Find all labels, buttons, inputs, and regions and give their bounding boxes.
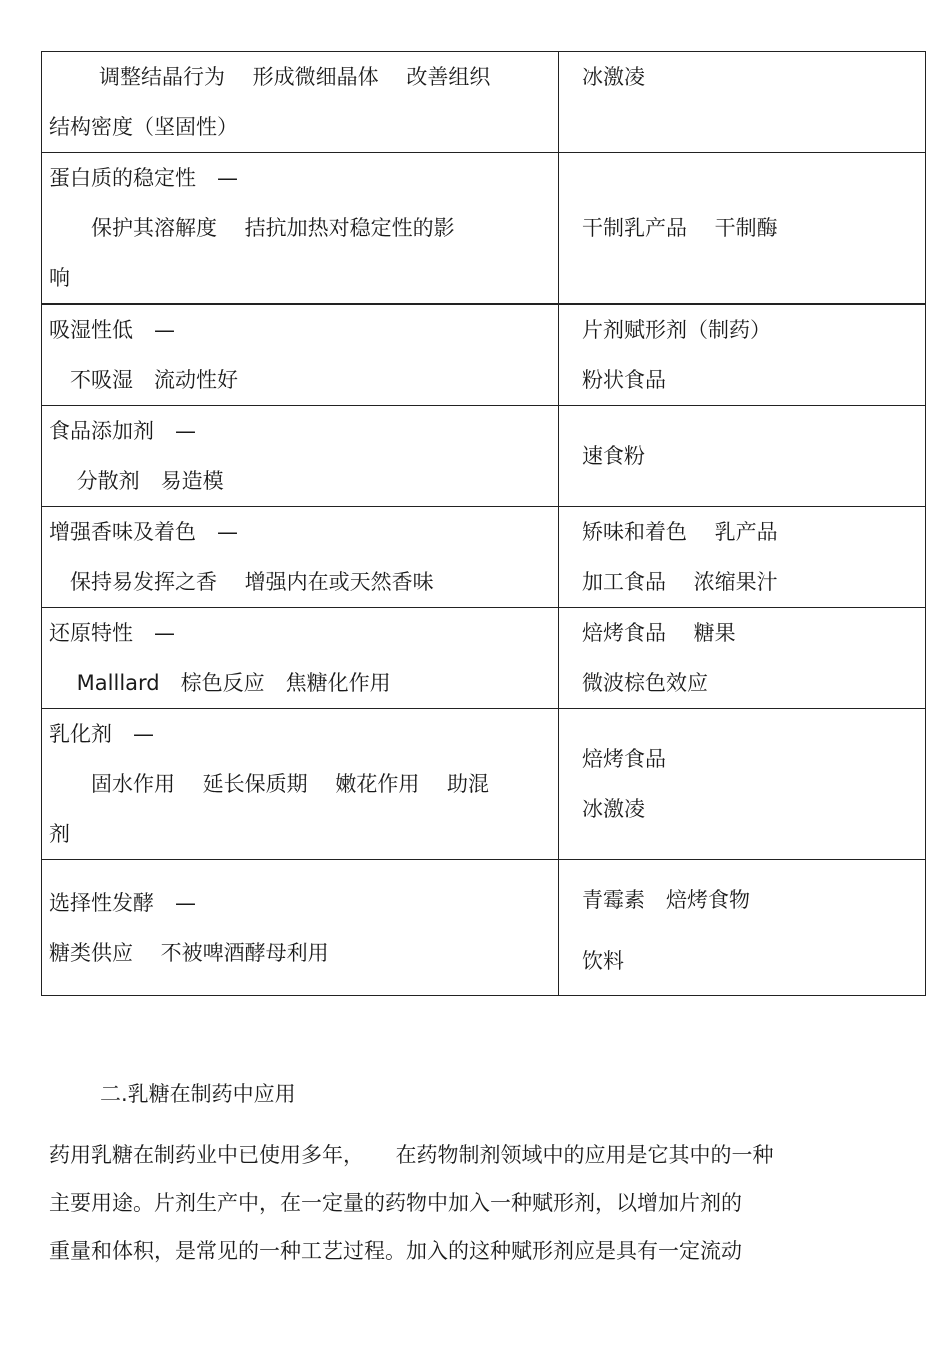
cell-line: 矫味和着色 乳产品 bbox=[582, 520, 778, 544]
paragraph-line: 药用乳糖在制药业中已使用多年， 在药物制剂领域中的应用是它其中的一种 bbox=[49, 1143, 774, 1167]
property-cell bbox=[42, 406, 559, 507]
table-row bbox=[42, 709, 926, 860]
table-row bbox=[42, 507, 926, 608]
cell-line: 青霉素 焙烤食物 bbox=[582, 888, 750, 912]
section-heading: 二.乳糖在制药中应用 bbox=[100, 1082, 296, 1106]
application-cell bbox=[559, 52, 926, 153]
cell-line: 选择性发酵 — bbox=[49, 890, 196, 915]
property-cell bbox=[42, 860, 559, 996]
cell-line: 蛋白质的稳定性 — bbox=[49, 166, 238, 190]
cell-line: 加工食品 浓缩果汁 bbox=[582, 570, 778, 594]
cell-line: 乳化剂 — bbox=[49, 722, 154, 746]
property-cell bbox=[42, 52, 559, 153]
cell-line: 食品添加剂 — bbox=[49, 419, 196, 443]
application-cell bbox=[559, 608, 926, 709]
table-row bbox=[42, 153, 926, 305]
cell-line: 干制乳产品 干制酶 bbox=[582, 216, 778, 240]
cell-line: 增强香味及着色 — bbox=[49, 520, 238, 544]
cell-line: 粉状食品 bbox=[582, 368, 666, 392]
cell-line: 结构密度（坚固性） bbox=[49, 115, 238, 139]
cell-line: 固水作用 延长保质期 嫩花作用 助混 bbox=[49, 772, 490, 796]
cell-line: 焙烤食品 糖果 bbox=[582, 621, 736, 645]
table-row bbox=[42, 608, 926, 709]
cell-line: 还原特性 — bbox=[49, 621, 175, 645]
application-cell bbox=[559, 304, 926, 406]
application-cell bbox=[559, 507, 926, 608]
application-cell bbox=[559, 153, 926, 305]
cell-line: 不吸湿 流动性好 bbox=[49, 368, 238, 392]
cell-line: 速食粉 bbox=[582, 444, 645, 468]
cell-line: 分散剂 易造模 bbox=[49, 469, 224, 493]
application-cell bbox=[559, 406, 926, 507]
table-row bbox=[42, 52, 926, 153]
cell-line: 焙烤食品 bbox=[582, 747, 666, 771]
application-cell bbox=[559, 709, 926, 860]
cell-line: 响 bbox=[49, 266, 70, 290]
paragraph-line: 重量和体积，是常见的一种工艺过程。加入的这种赋形剂应是具有一定流动 bbox=[49, 1239, 742, 1263]
cell-line: 饮料 bbox=[582, 949, 624, 973]
table-row bbox=[42, 860, 926, 996]
cell-line: Malllard 棕色反应 焦糖化作用 bbox=[49, 671, 391, 695]
property-cell bbox=[42, 304, 559, 406]
cell-line: 保护其溶解度 拮抗加热对稳定性的影 bbox=[49, 216, 455, 240]
property-cell bbox=[42, 153, 559, 305]
paragraph-line: 主要用途。片剂生产中，在一定量的药物中加入一种赋形剂，以增加片剂的 bbox=[49, 1191, 742, 1215]
cell-line: 吸湿性低 — bbox=[49, 318, 175, 342]
cell-line: 微波棕色效应 bbox=[582, 671, 708, 695]
cell-line: 冰激凌 bbox=[582, 65, 645, 89]
cell-line: 冰激凌 bbox=[582, 797, 645, 821]
table-row bbox=[42, 304, 926, 406]
cell-line: 调整结晶行为 形成微细晶体 改善组织 bbox=[99, 65, 491, 89]
property-application-table bbox=[41, 51, 926, 996]
table-row bbox=[42, 406, 926, 507]
cell-line: 剂 bbox=[49, 822, 70, 846]
property-cell bbox=[42, 709, 559, 860]
cell-line: 保持易发挥之香 增强内在或天然香味 bbox=[49, 570, 434, 594]
body-paragraph bbox=[49, 1131, 869, 1275]
property-cell bbox=[42, 608, 559, 709]
cell-line: 片剂赋形剂（制药） bbox=[582, 318, 771, 342]
cell-line: 糖类供应 不被啤酒酵母利用 bbox=[49, 940, 329, 965]
property-cell bbox=[42, 507, 559, 608]
application-cell bbox=[559, 860, 926, 996]
